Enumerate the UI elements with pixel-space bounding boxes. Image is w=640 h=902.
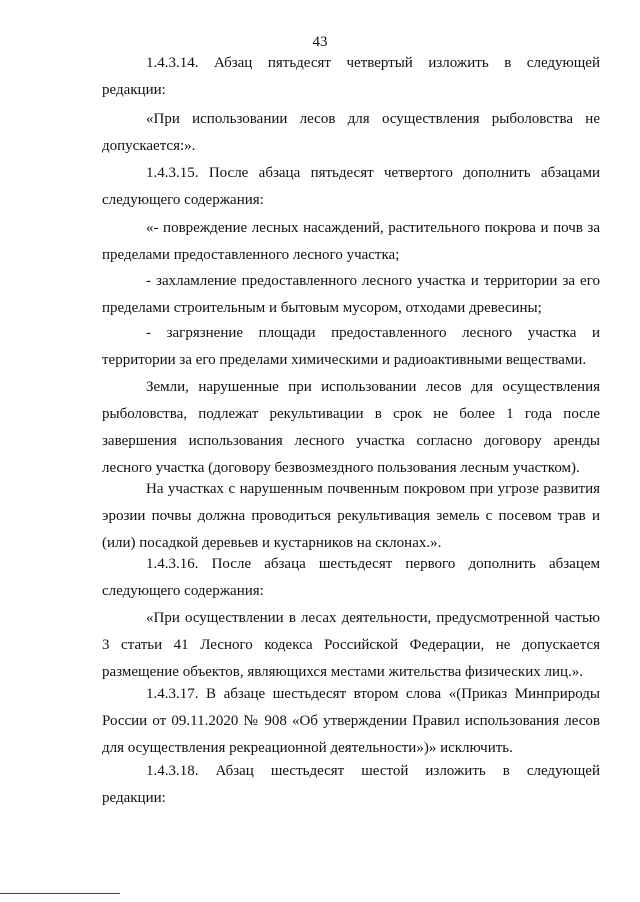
paragraph (102, 605, 600, 686)
paragraph (102, 476, 600, 557)
page-number: 43 (312, 34, 328, 50)
text-line: На участках с нарушенным почвенным покровом при угрозе развития (146, 481, 600, 497)
text-line: - захламление предоставленного лесного участка и территории за его (146, 273, 600, 289)
paragraph (102, 758, 600, 812)
text-line: редакции: (102, 82, 166, 98)
text-line: (или) посадкой деревьев и кустарников на склонах.». (102, 535, 442, 551)
text-line: лесного участка (договору безвозмездного пользования лесным участком). (102, 460, 580, 476)
text-line: 1.4.3.16. После абзаца шестьдесят первого дополнить абзацем (146, 556, 600, 572)
paragraph (102, 215, 600, 269)
text-line: пределами строительным и бытовым мусором, отходами древесины; (102, 300, 542, 316)
text-line: для осуществления рекреационной деятельности»)» исключить. (102, 740, 513, 756)
text-line: территории за его пределами химическими и радиоактивными веществами. (102, 352, 587, 368)
text-line: завершения использования лесного участка согласно договору аренды (102, 433, 600, 449)
text-line: 3 статьи 41 Лесного кодекса Российской Федерации, не допускается (102, 637, 600, 653)
paragraph (102, 551, 600, 605)
text-line: эрозии почвы должна проводиться рекультивация земель с посевом трав и (102, 508, 600, 524)
text-line: следующего содержания: (102, 583, 264, 599)
paragraph (102, 160, 600, 214)
text-line: России от 09.11.2020 № 908 «Об утверждении Правил использования лесов (102, 713, 600, 729)
paragraph (102, 106, 600, 160)
paragraph (102, 268, 600, 322)
text-line: - загрязнение площади предоставленного лесного участка и (146, 325, 600, 341)
paragraph (102, 50, 600, 104)
text-line: следующего содержания: (102, 192, 264, 208)
text-line: 1.4.3.17. В абзаце шестьдесят втором слова «(Приказ Минприроды (146, 686, 600, 702)
text-line: рыболовства, подлежат рекультивации в срок не более 1 года после (102, 406, 600, 422)
text-line: 1.4.3.15. После абзаца пятьдесят четвертого дополнить абзацами (146, 165, 600, 181)
text-line: допускается:». (102, 138, 196, 154)
paragraph (102, 681, 600, 762)
text-line: пределами предоставленного лесного участка; (102, 247, 400, 263)
text-line: Земли, нарушенные при использовании лесов для осуществления (146, 379, 600, 395)
text-line: «При использовании лесов для осуществления рыболовства не (146, 111, 600, 127)
text-line: 1.4.3.18. Абзац шестьдесят шестой изложить в следующей (146, 763, 600, 779)
footnote-divider (0, 893, 120, 894)
paragraph (102, 320, 600, 374)
text-line: «- повреждение лесных насаждений, растительного покрова и почв за (146, 220, 600, 236)
text-line: 1.4.3.14. Абзац пятьдесят четвертый изложить в следующей (146, 55, 600, 71)
text-line: размещение объектов, являющихся местами жительства физических лиц.». (102, 664, 584, 680)
text-line: редакции: (102, 790, 166, 806)
paragraph (102, 374, 600, 482)
text-line: «При осуществлении в лесах деятельности, предусмотренной частью (146, 610, 600, 626)
